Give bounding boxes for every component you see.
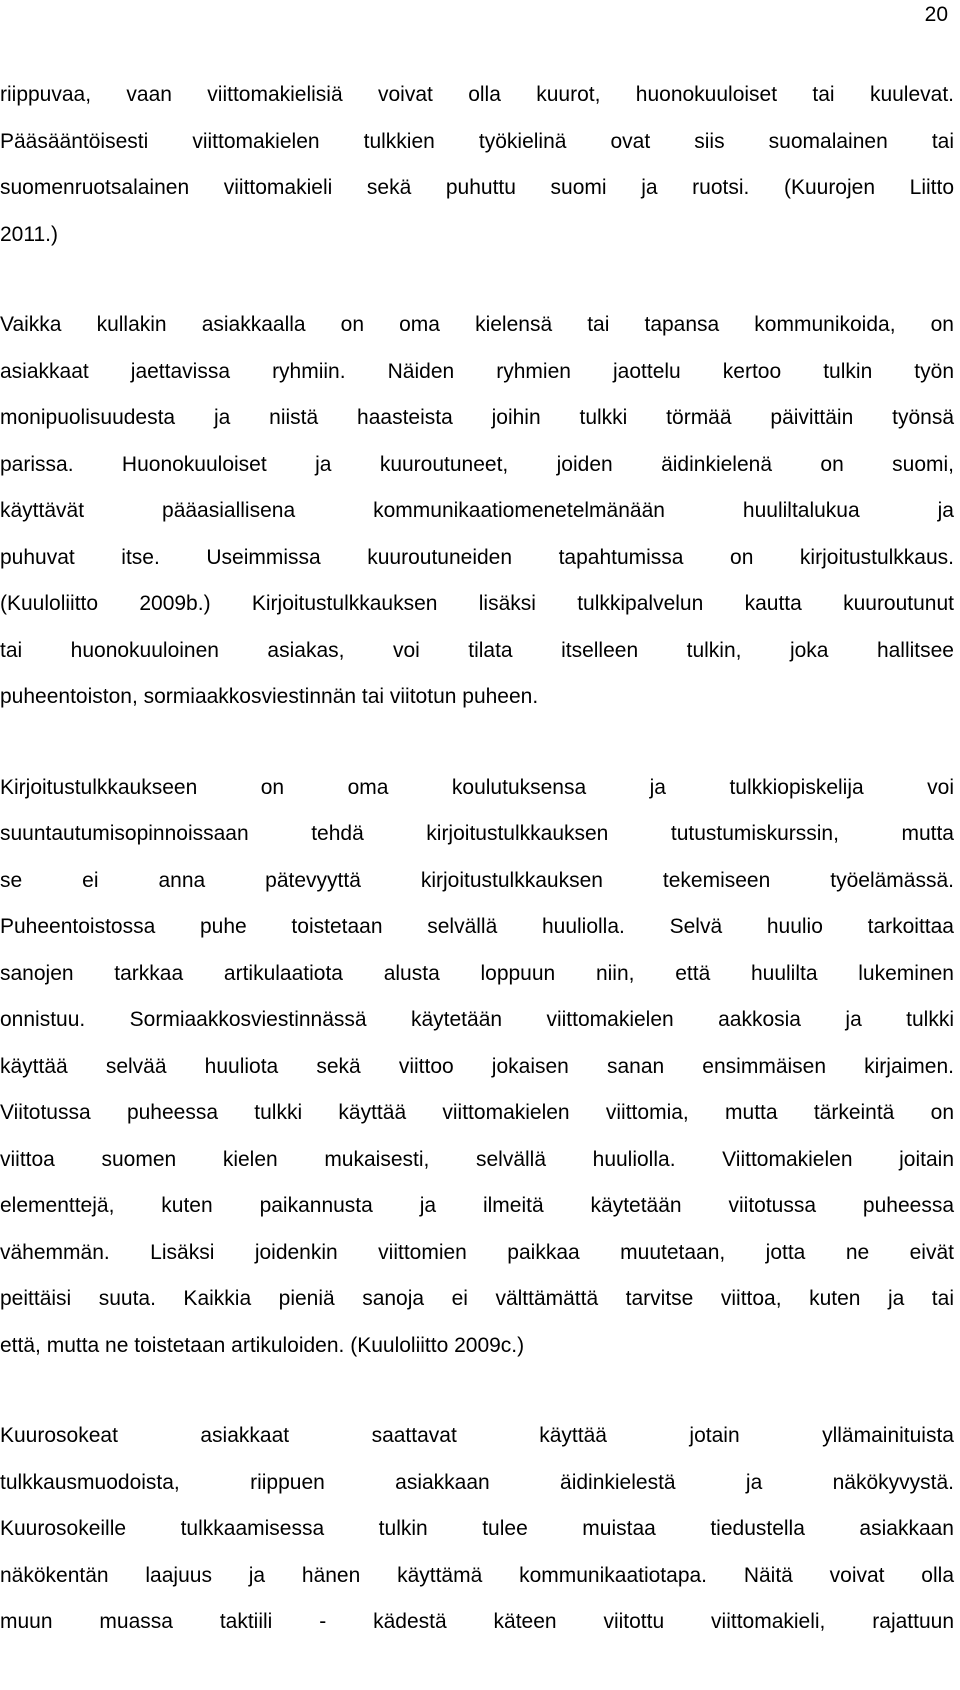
text-line: Pääsääntöisesti viittomakielen tulkkien työkielinä ovat siis suomalainen tai [0, 129, 954, 153]
text-line: Viitotussa puheessa tulkki käyttää viittomakielen viittomia, mutta tärkeintä on [0, 1101, 954, 1124]
paragraph-1 [0, 72, 954, 258]
text-line: muun muassa taktiili - kädestä käteen viitottu viittomakieli, rajattuun [0, 1610, 954, 1633]
document-body [0, 72, 954, 1690]
text-line: elementtejä, kuten paikannusta ja ilmeitä käytetään viitotussa puheessa [0, 1194, 954, 1217]
text-line: peittäisi suuta. Kaikkia pieniä sanoja ei välttämättä tarvitse viittoa, kuten ja tai [0, 1287, 954, 1310]
text-line: monipuolisuudesta ja niistä haasteista joihin tulkki törmää päivittäin työnsä [0, 406, 954, 429]
text-line: riippuvaa, vaan viittomakielisiä voivat olla kuurot, huonokuuloiset tai kuulevat. [0, 83, 954, 106]
text-line: Kirjoitustulkkaukseen on oma koulutuksensa ja tulkkiopiskelija voi [0, 775, 954, 799]
text-line: näkökentän laajuus ja hänen käyttämä kommunikaatiotapa. Näitä voivat olla [0, 1563, 954, 1587]
text-line: puheentoiston, sormiaakkosviestinnän tai viitotun puheen. [0, 685, 539, 708]
text-line: että, mutta ne toistetaan artikuloiden. (Kuuloliitto 2009c.) [0, 1333, 525, 1357]
text-line: puhuvat itse. Useimmissa kuuroutuneiden tapahtumissa on kirjoitustulkkaus. [0, 545, 954, 569]
text-line: Kuurosokeat asiakkaat saattavat käyttää jotain yllämainituista [0, 1424, 954, 1447]
text-line: suomenruotsalainen viittomakieli sekä puhuttu suomi ja ruotsi. (Kuurojen Liitto [0, 176, 954, 199]
text-line: 2011.) [0, 222, 58, 246]
paragraph-2 [0, 302, 954, 721]
text-line: onnistuu. Sormiaakkosviestinnässä käytetään viittomakielen aakkosia ja tulkki [0, 1008, 954, 1031]
text-line: Puheentoistossa puhe toistetaan selvällä huuliolla. Selvä huulio tarkoittaa [0, 915, 954, 938]
paragraph-3 [0, 765, 954, 1370]
text-line: Vaikka kullakin asiakkaalla on oma kielensä tai tapansa kommunikoida, on [0, 313, 954, 336]
text-line: parissa. Huonokuuloiset ja kuuroutuneet, joiden äidinkielenä on suomi, [0, 452, 954, 476]
text-line: tulkkausmuodoista, riippuen asiakkaan äidinkielestä ja näkökyvystä. [0, 1470, 954, 1494]
text-line: suuntautumisopinnoissaan tehdä kirjoitustulkkauksen tutustumiskurssin, mutta [0, 822, 954, 845]
text-line: sanojen tarkkaa artikulaatiota alusta loppuun niin, että huulilta lukeminen [0, 961, 954, 985]
paragraph-4 [0, 1413, 954, 1646]
text-line: tai huonokuuloinen asiakas, voi tilata itselleen tulkin, joka hallitsee [0, 638, 954, 662]
text-line: viittoa suomen kielen mukaisesti, selvällä huuliolla. Viittomakielen joitain [0, 1147, 954, 1171]
page-number: 20 [924, 3, 948, 26]
text-line: Kuurosokeille tulkkaamisessa tulkin tulee muistaa tiedustella asiakkaan [0, 1517, 954, 1540]
text-line: vähemmän. Lisäksi joidenkin viittomien paikkaa muutetaan, jotta ne eivät [0, 1240, 954, 1264]
text-line: asiakkaat jaettavissa ryhmiin. Näiden ryhmien jaottelu kertoo tulkin työn [0, 359, 954, 383]
text-line: käyttää selvää huuliota sekä viittoo jokaisen sanan ensimmäisen kirjaimen. [0, 1054, 954, 1078]
text-line: se ei anna pätevyyttä kirjoitustulkkauksen tekemiseen työelämässä. [0, 868, 954, 892]
text-line: (Kuuloliitto 2009b.) Kirjoitustulkkauksen lisäksi tulkkipalvelun kautta kuuroutunut [0, 592, 954, 615]
text-line: käyttävät pääasiallisena kommunikaatiomenetelmänään huuliltalukua ja [0, 499, 954, 522]
